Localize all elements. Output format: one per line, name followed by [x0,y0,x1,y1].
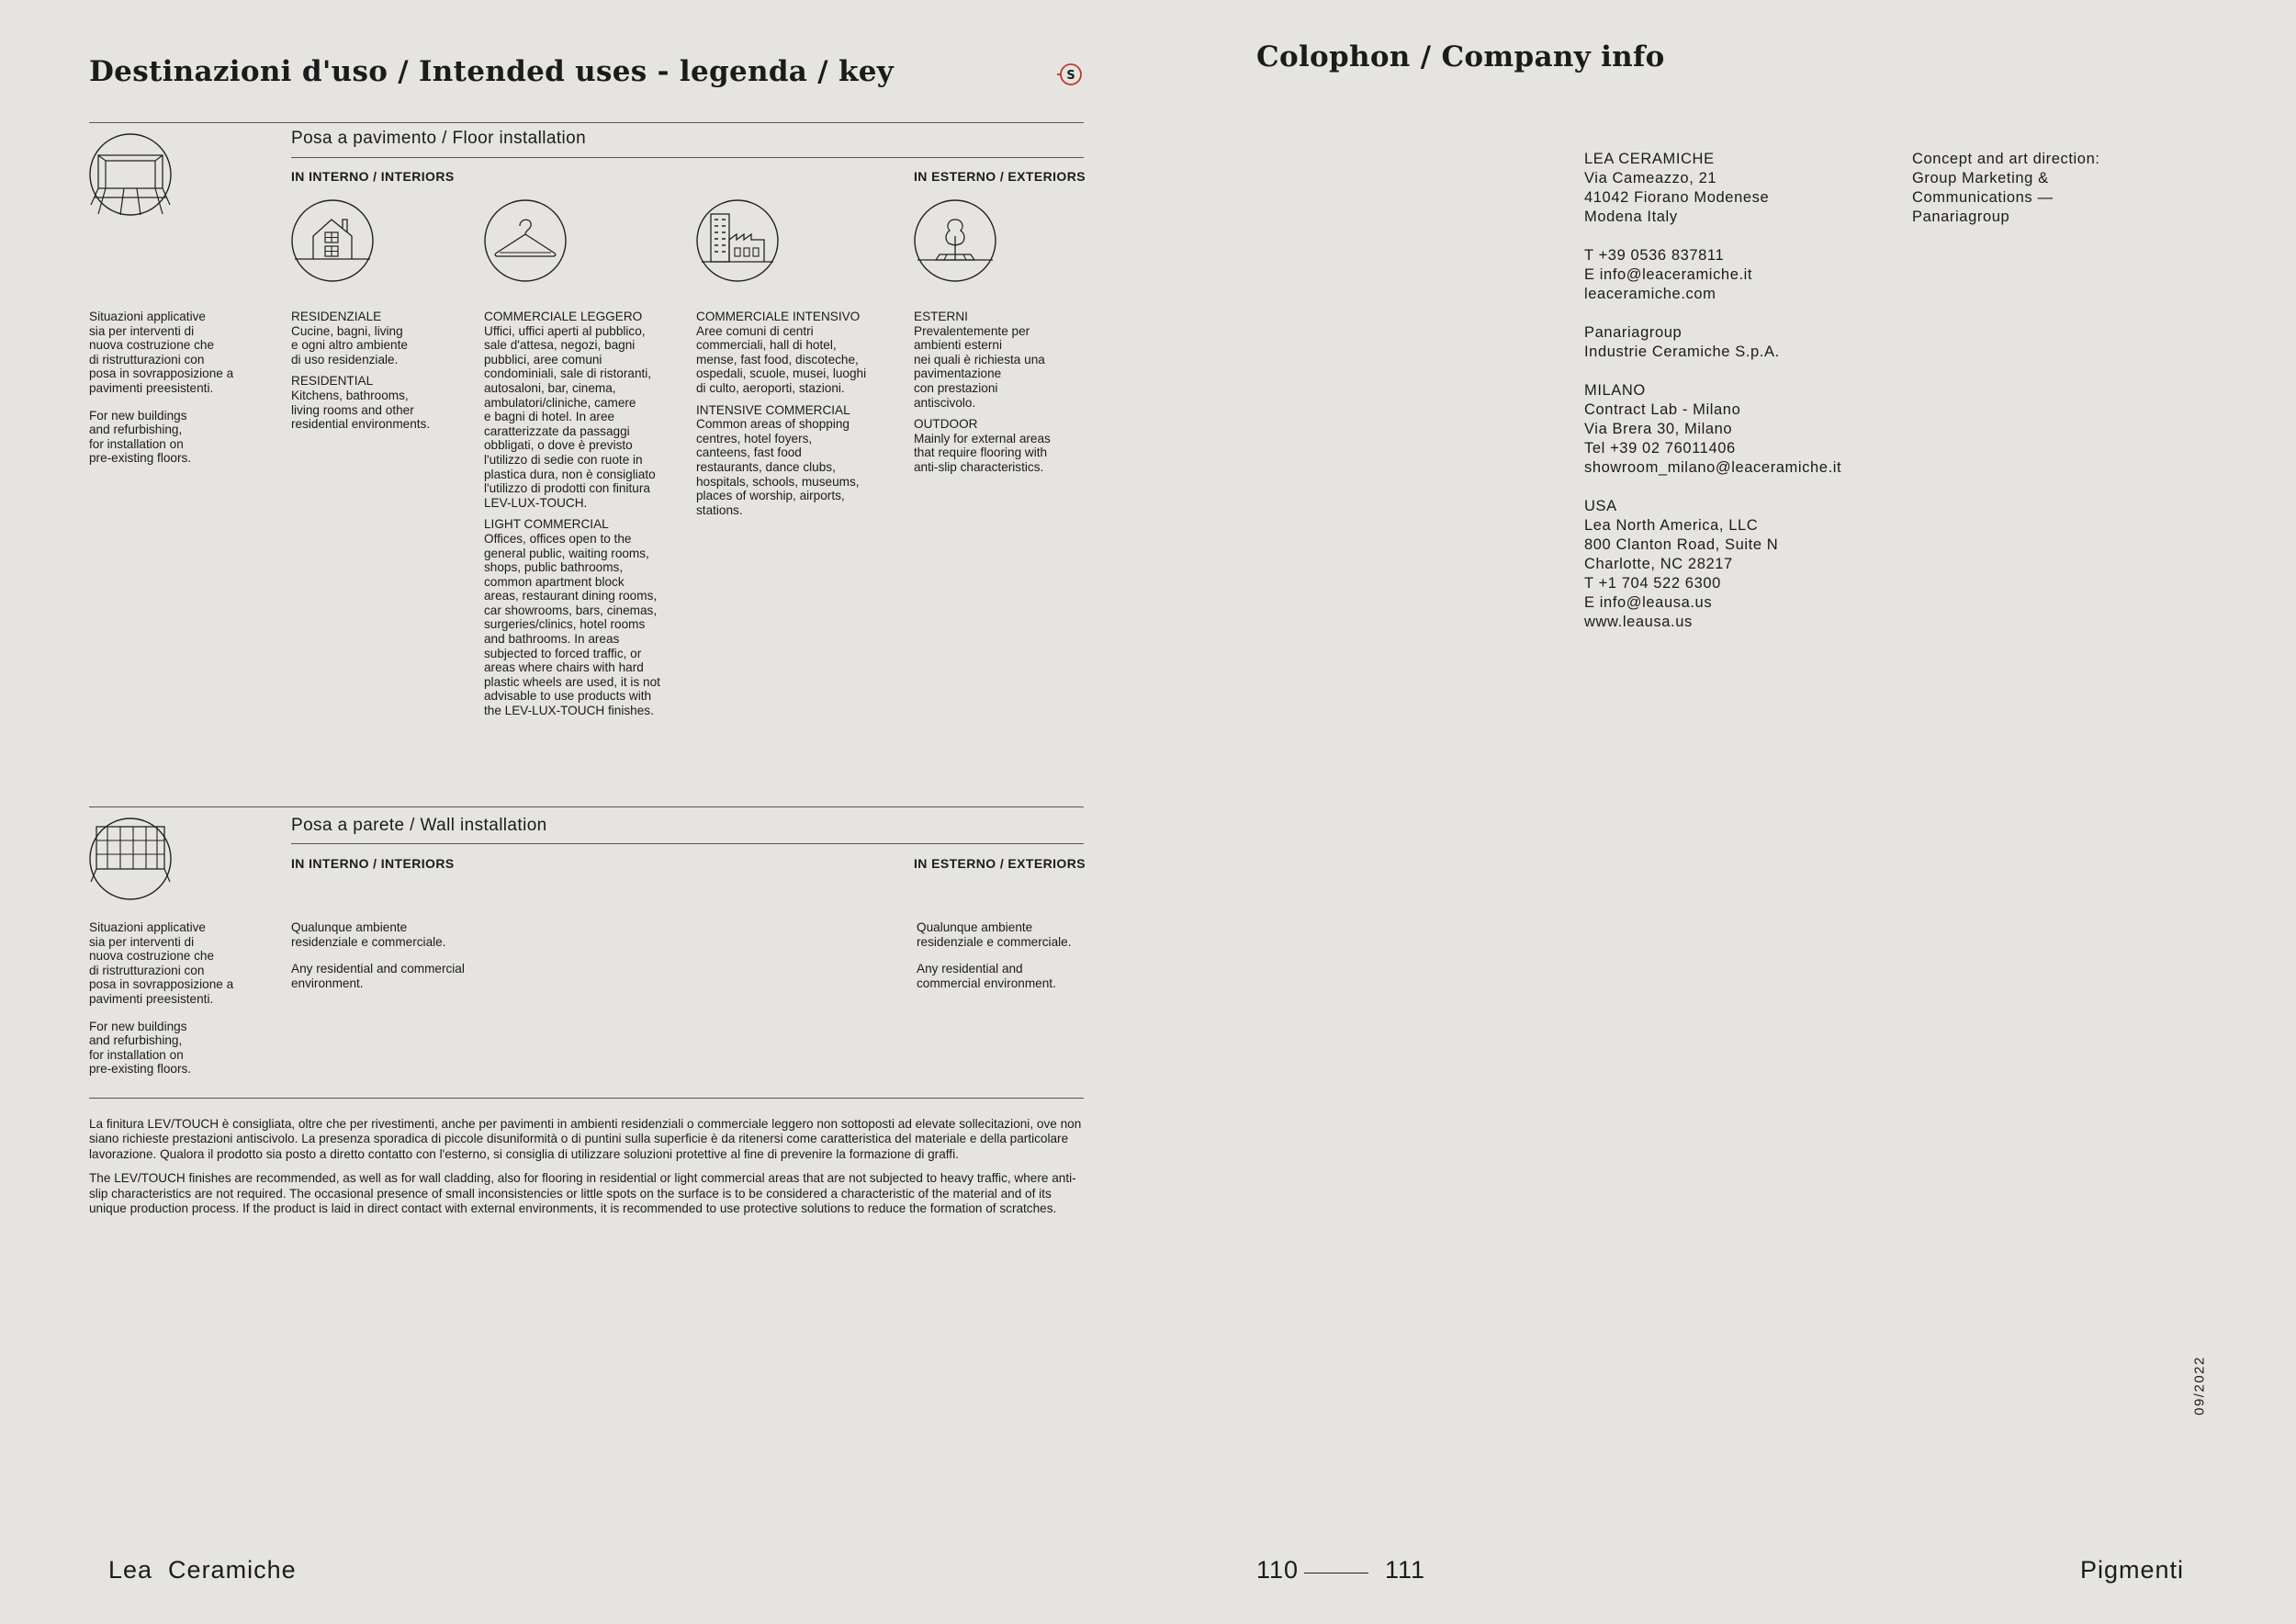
note-english: The LEV/TOUCH finishes are recommended, as well as for wall cladding, also for flooring in residential or light commercial areas that are not subjected to heavy traffic, where anti-slip characteristics are not required. The occasional presence of small inconsistencies or little spots on the surface is to be considered a characteristic of the material and of its unique production process. If the product is laid in direct contact with external environments, it is recommended to use protective solutions to reduce the formation of scratches. [89,1171,1076,1216]
wall-section-title: Posa a parete / Wall installation [291,816,547,835]
house-icon [291,199,374,282]
edition-date: 09/2022 [2191,1356,2208,1415]
outdoor-description: ESTERNI Prevalentemente per ambienti esterni nei quali è richiesta una pavimentazione con prestazioni antiscivolo. OUTDOOR Mainly for external areas that require flooring with anti-slip characteristics. [914,310,1051,474]
wall-interiors-label: IN INTERNO / INTERIORS [291,856,455,871]
footer-brand: Lea Ceramiche [108,1556,297,1584]
wall-installation-icon [89,818,172,900]
residential-description: RESIDENZIALE Cucine, bagni, living e ogni altro ambiente di uso residenziale. RESIDENTIAL Kitchens, bathrooms, living rooms and other residential environments. [291,310,431,432]
note-italian: La finitura LEV/TOUCH è consigliata, oltre che per rivestimenti, anche per pavimenti in ambienti residenziali o commerciale leggero non sottoposti ad elevate sollecitazioni, ove non siano richieste prestazioni antiscivolo. La presenza sporadica di piccole disuniformità o di puntini sulla superficie è da ritenersi come caratteristica del materiale e della particolare lavorazione. Qualora il prodotto sia posto a diretto contatto con l'esterno, si consiglia di utilizzare soluzioni protettive al fine di prevenire la formazione di graffi. [89,1117,1082,1161]
wall-exterior-description: Qualunque ambiente residenziale e commerciale. Any residential and commercial environment. [917,920,1072,990]
wall-interior-description: Qualunque ambiente residenziale e commerciale. Any residential and commercial environment. [291,920,465,990]
wall-exteriors-label: IN ESTERNO / EXTERIORS [914,856,1086,871]
intensive-commercial-description: COMMERCIALE INTENSIVO Aree comuni di centri commerciali, hall di hotel, mense, fast food, discoteche, ospedali, scuole, musei, luoghi di culto, aeroporti, stazioni. INTENSIVE COMMERCIAL Common areas of shopping centres, hotel foyers, canteens, fast food restaurants, dance clubs, hospitals, schools, museums, places of worship, airports, stations. [696,310,867,517]
page-number-right: 111 [1385,1556,1426,1584]
light-commercial-description: COMMERCIALE LEGGERO Uffici, uffici aperti al pubblico, sale d'attesa, negozi, bagni pubblici, aree comuni condominiali, sale di ristoranti, autosaloni, bar, cinema, ambulatori/cliniche, camere e bagni di hotel. In aree caratterizzate da passaggi obbligati, o dove è previsto l'utilizzo di sedie con ruote in plastica dura, non è consigliato l'utilizzo di prodotti con finitura LEV-LUX-TOUCH. LIGHT COMMERCIAL Offices, offices open to the general public, waiting rooms, shops, public bathrooms, common apartment block areas, restaurant dining rooms, car showrooms, bars, cinemas, surgeries/clinics, hotel rooms and bathrooms. In areas subjected to forced traffic, or areas where chairs with hard plastic wheels are used, it is not advisable to use products with the LEV-LUX-TOUCH finishes. [484,310,660,718]
hanger-icon [484,199,567,282]
finish-notes [89,1117,1086,1216]
floor-installation-icon [89,133,172,216]
footer-collection: Pigmenti [2080,1556,2185,1584]
divider [291,157,1084,158]
page-title-right: Colophon / Company info [1256,40,1665,73]
divider [89,1098,1084,1099]
page-number-left: 110 [1256,1556,1300,1584]
floor-exteriors-label: IN ESTERNO / EXTERIORS [914,169,1086,184]
floor-section-title: Posa a pavimento / Floor installation [291,129,587,148]
page-title-left: Destinazioni d'uso / Intended uses - legenda / key [89,55,895,88]
company-info: LEA CERAMICHE Via Cameazzo, 21 41042 Fiorano Modenese Modena Italy T +39 0536 837811 E info@leaceramiche.it leaceramiche.com Panariagroup Industrie Ceramiche S.p.A. MILANO Contract Lab - Milano Via Brera 30, Milano Tel +39 02 76011406 showroom_milano@leaceramiche.it USA Lea North America, LLC 800 Clanton Road, Suite N Charlotte, NC 28217 T +1 704 522 6300 E info@leausa.us www.leausa.us [1584,151,1842,630]
logo-letter: S [1066,69,1075,83]
divider [291,843,1084,844]
tree-icon [914,199,996,282]
divider [89,122,1084,123]
credits: Concept and art direction: Group Marketing & Communications — Panariagroup [1912,151,2100,225]
logo-icon [1057,61,1085,88]
floor-intro: Situazioni applicative sia per interventi di nuova costruzione che di ristrutturazioni con posa in sovrapposizione a pavimenti preesistenti. For new buildings and refurbishing, for installation on pre-existing floors. [89,310,234,466]
floor-interiors-label: IN INTERNO / INTERIORS [291,169,455,184]
wall-intro: Situazioni applicative sia per interventi di nuova costruzione che di ristrutturazioni con posa in sovrapposizione a pavimenti preesistenti. For new buildings and refurbishing, for installation on pre-existing floors. [89,920,234,1077]
commercial-building-icon [696,199,779,282]
divider [89,806,1084,807]
